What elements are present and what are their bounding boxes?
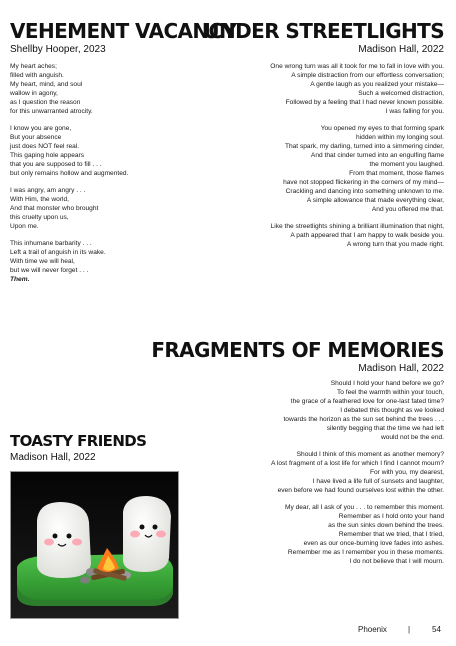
- poem-line: Followed by a feeling that I had never known possible.: [285, 99, 444, 106]
- poem-stanza: [10, 186, 128, 231]
- under-streetlights-poem: [270, 62, 444, 257]
- poem-stanza: [10, 124, 128, 178]
- poem-line: To feel the warmth within your touch,: [336, 389, 444, 396]
- poem-stanza: [271, 379, 444, 442]
- poem-line: You opened my eyes to that forming spark: [320, 125, 444, 132]
- poem-line: as I question the reason: [10, 99, 81, 106]
- left-marshmallow: [37, 502, 91, 578]
- poem-line: Crackling and dancing into something unknown to me.: [285, 188, 444, 195]
- poem-line: as the sun sinks down behind the trees.: [328, 522, 444, 529]
- poem-line: A gentle laugh as you realized your mistake—: [310, 81, 444, 88]
- poem-line: have not stopped flickering in the corners of my mind—: [283, 179, 444, 186]
- poem-line: just does NOT feel real.: [10, 143, 80, 150]
- poem-closing-line: Them.: [10, 276, 30, 283]
- poem-line: And that cinder turned into an engulfing flame: [310, 152, 444, 159]
- poem-line: I know you are gone,: [10, 125, 72, 132]
- poem-line: From that moment, those flames: [349, 170, 444, 177]
- poem-line: I debated this thought as we looked: [340, 407, 444, 414]
- toasty-friends-photo: [10, 471, 179, 619]
- poem-line: Left a trail of anguish in its wake.: [10, 249, 106, 256]
- poem-line: A simple distraction from our effortless conversation;: [291, 72, 444, 79]
- toasty-friends-byline: Madison Hall, 2022: [10, 452, 96, 463]
- under-streetlights-title: UNDER STREETLIGHTS: [203, 19, 444, 43]
- poem-line: With Him, the world,: [10, 196, 69, 203]
- vehement-vacancy-byline: Shellby Hooper, 2023: [10, 44, 106, 55]
- fragments-of-memories-title: FRAGMENTS OF MEMORIES: [151, 338, 444, 362]
- poem-line: hidden within my longing soul.: [356, 134, 444, 141]
- poem-line: filled with anguish.: [10, 72, 64, 79]
- poem-line: Upon me.: [10, 223, 39, 230]
- poem-stanza: [271, 503, 444, 566]
- poem-line: For with you, my dearest,: [369, 469, 444, 476]
- poem-line: that you are supposed to fill . . .: [10, 161, 102, 168]
- poem-line: I was falling for you.: [385, 108, 444, 115]
- poem-line: A wrong turn that you made right.: [346, 241, 444, 248]
- poem-line: I was angry, am angry . . .: [10, 187, 86, 194]
- poem-line: would not be the end.: [380, 434, 444, 441]
- vehement-vacancy-poem: [10, 62, 128, 292]
- poem-line: Such a welcomed distraction,: [358, 90, 444, 97]
- poem-line: But your absence: [10, 134, 62, 141]
- poem-line: for this unwarranted atrocity.: [10, 108, 93, 115]
- footer-separator: |: [408, 625, 411, 634]
- poem-line: One wrong turn was all it took for me to fall in love with you.: [270, 63, 444, 70]
- toasty-friends-title: TOASTY FRIENDS: [10, 432, 147, 450]
- poem-line: My dear, all I ask of you . . . to remember this moment.: [284, 504, 444, 511]
- poem-stanza: [271, 450, 444, 495]
- poem-line: Should I think of this moment as another memory?: [296, 451, 444, 458]
- page-number: 54: [432, 625, 441, 634]
- poem-line: Remember me as I remember you in these moments.: [287, 549, 444, 556]
- poem-line: My heart aches;: [10, 63, 57, 70]
- poem-line: wallow in agony,: [10, 90, 58, 97]
- vehement-vacancy-title: VEHEMENT VACANCY: [10, 19, 237, 43]
- poem-stanza: [270, 62, 444, 116]
- poem-stanza: [270, 124, 444, 214]
- poem-line: That spark, my darling, turned into a simmering cinder,: [284, 143, 444, 150]
- poem-line: This inhumane barbarity . . .: [10, 240, 92, 247]
- poem-line: towards the horizon as the sun set behind the trees . . .: [283, 416, 444, 423]
- poem-line: silently begging that the time we had left: [326, 425, 444, 432]
- poem-line: I do not believe that I will mourn.: [349, 558, 444, 565]
- page-footer: [0, 624, 456, 636]
- poem-line: And that monster who brought: [10, 205, 99, 212]
- right-marshmallow: [123, 496, 171, 572]
- poem-line: A path appeared that I am happy to walk beside you.: [290, 232, 444, 239]
- poem-stanza: [10, 239, 128, 284]
- poem-line: My heart, mind, and soul: [10, 81, 83, 88]
- poem-line: but we will never forget . . .: [10, 267, 89, 274]
- poem-line: A lost fragment of a lost life for which I find I cannot mourn?: [271, 460, 444, 467]
- under-streetlights-byline: Madison Hall, 2022: [358, 44, 444, 55]
- poem-line: A simple allowance that made everything clear,: [306, 197, 444, 204]
- poem-line: the grace of a feathered love for one-last fated time?: [290, 398, 444, 405]
- poem-line: This gaping hole appears: [10, 152, 85, 159]
- poem-stanza: [10, 62, 128, 116]
- poem-line: even before we had found ourselves lost within the other.: [277, 487, 444, 494]
- poem-line: With time we will heal,: [10, 258, 75, 265]
- poem-line: Should I hold your hand before we go?: [330, 380, 444, 387]
- poem-stanza: [270, 222, 444, 249]
- poem-line: this cruelty upon us,: [10, 214, 69, 221]
- fragments-of-memories-byline: Madison Hall, 2022: [358, 363, 444, 374]
- poem-line: Remember as I hold onto your hand: [338, 513, 444, 520]
- poem-line: the moment you laughed.: [369, 161, 444, 168]
- magazine-name: Phoenix: [358, 625, 387, 634]
- poem-line: Like the streetlights shining a brilliant illumination that night,: [270, 223, 444, 230]
- poem-line: but only remains hollow and augmented.: [10, 170, 129, 177]
- poem-line: I have lived a life full of sunsets and laughter,: [312, 478, 444, 485]
- poem-line: Remember that we tried, that I tried,: [338, 531, 444, 538]
- fragments-of-memories-poem: [271, 379, 444, 574]
- poem-line: And you offered me that.: [371, 206, 444, 213]
- poem-line: even as our once-burning love fades into ashes.: [303, 540, 444, 547]
